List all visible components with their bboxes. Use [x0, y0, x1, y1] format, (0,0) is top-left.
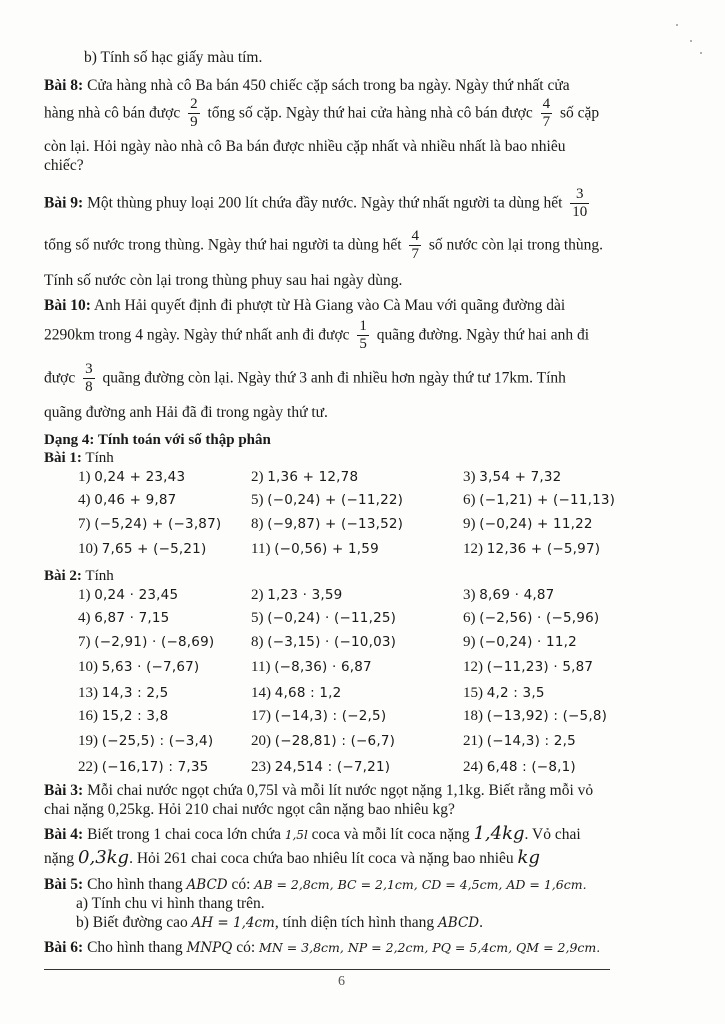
exercise-item: [78, 685, 168, 702]
bai8-label: Bài 8:: [44, 77, 84, 94]
fraction-4-7: $\frac{4}{7}$: [542, 96, 551, 131]
d4-math2: 1,4kg: [473, 823, 525, 844]
bai10-text3a: được: [44, 369, 76, 387]
d5-math-b: AH = 1,4cm: [191, 915, 275, 931]
bai8-line1: [44, 76, 570, 95]
exercise-index: 10): [78, 659, 98, 675]
exercise-index: 4): [78, 492, 91, 508]
d4-text1b: coca và mỗi lít coca nặng: [307, 826, 474, 843]
exercise-expression: (−9,87) + (−13,52): [267, 516, 404, 532]
exercise-item: [78, 659, 199, 676]
fraction-4-7-b9: $\frac{4}{7}$: [411, 228, 419, 263]
d6-label: Bài 6:: [44, 939, 84, 956]
exercise-item: [78, 759, 208, 776]
exercise-index: 23): [251, 759, 271, 775]
exercise-index: 6): [463, 492, 476, 508]
bai10-text2a: 2290km trong 4 ngày. Ngày thứ nhất anh đi được: [44, 326, 350, 344]
d3-label: Bài 3:: [44, 782, 84, 799]
exercise-expression: (−14,3) : (−2,5): [274, 708, 387, 724]
exercise-index: 24): [463, 759, 483, 775]
section-heading-dang4: Dạng 4: Tính toán với số thập phân: [44, 432, 271, 448]
fraction-2-9: $\frac{2}{9}$: [190, 96, 198, 131]
exercise-index: 13): [78, 685, 98, 701]
exercise-expression: 6,87 · 7,15: [94, 610, 170, 626]
exercise-index: 17): [251, 708, 271, 724]
exercise-item: [251, 492, 403, 509]
exercise-expression: (−3,15) · (−10,03): [267, 634, 397, 650]
bai8-text2b: tổng số cặp. Ngày thứ hai cửa hàng nhà cô bán được: [207, 104, 533, 122]
exercise-item: [78, 469, 185, 486]
exercise-index: 8): [251, 634, 264, 650]
exercise-item: [78, 610, 169, 627]
bai8-line3: còn lại. Hỏi ngày nào nhà cô Ba bán được nhiều cặp nhất và nhiều nhất là bao nhiêu: [44, 138, 566, 155]
d4-math4: kg: [517, 847, 540, 868]
exercise-expression: 14,3 : 2,5: [101, 685, 169, 701]
fraction-3-10: $\frac{3}{10}$: [572, 186, 588, 221]
d4-label: Bài 4:: [44, 826, 84, 843]
exercise-expression: 8,69 · 4,87: [479, 587, 555, 603]
exercise-index: 5): [251, 492, 264, 508]
d5-text-bb: , tính diện tích hình thang: [274, 914, 439, 931]
exercise-item: [463, 469, 561, 486]
exercise-index: 3): [463, 469, 476, 485]
exercise-item: [463, 659, 593, 676]
exercise-expression: 0,24 + 23,43: [94, 469, 186, 485]
exercise-item: [251, 759, 390, 776]
exercise-expression: 0,24 · 23,45: [94, 587, 179, 603]
bai10-label: Bài 10:: [44, 297, 91, 314]
d6-text1b: có:: [232, 939, 260, 956]
exercise-expression: 4,2 : 3,5: [486, 685, 545, 701]
exercise-item: [251, 469, 358, 486]
exercise-item: [463, 516, 593, 533]
exercise-expression: (−11,23) · 5,87: [486, 659, 594, 675]
d5-math2: AB = 2,8cm, BC = 2,1cm, CD = 4,5cm, AD = 1,6cm.: [254, 877, 587, 892]
exercise-index: 9): [463, 634, 476, 650]
exercise-index: 18): [463, 708, 483, 724]
exercise-expression: 6,48 : (−8,1): [486, 759, 576, 775]
exercise-index: 2): [251, 587, 264, 603]
bai9-line2: [44, 228, 603, 264]
exercise-expression: (−0,24) + (−11,22): [267, 492, 404, 508]
d1-heading: [44, 449, 114, 468]
bai10-text1: Anh Hải quyết định đi phượt từ Hà Giang vào Cà Mau với quãng đường dài: [90, 297, 566, 314]
exercise-index: 15): [463, 685, 483, 701]
d6-line1: [44, 938, 600, 957]
exercise-expression: (−13,92) : (−5,8): [486, 708, 608, 724]
exercise-item: [251, 733, 395, 750]
exercise-expression: 12,36 + (−5,97): [486, 541, 601, 557]
exercise-item: [463, 708, 607, 725]
exercise-index: 5): [251, 610, 264, 626]
exercise-expression: 3,54 + 7,32: [479, 469, 562, 485]
d2-heading: [44, 567, 114, 586]
exercise-index: 21): [463, 733, 483, 749]
exercise-expression: (−14,3) : 2,5: [486, 733, 576, 749]
bai8-text1: Cửa hàng nhà cô Ba bán 450 chiếc cặp sách trong ba ngày. Ngày thứ nhất cửa: [83, 77, 570, 94]
exercise-expression: 0,46 + 9,87: [94, 492, 177, 508]
exercise-item: [463, 492, 615, 509]
exercise-expression: (−2,56) · (−5,96): [479, 610, 600, 626]
exercise-expression: (−0,24) + 11,22: [479, 516, 593, 532]
exercise-expression: 7,65 + (−5,21): [101, 541, 207, 557]
d5-line1: [44, 875, 587, 894]
exercise-item: [463, 634, 577, 651]
exercise-index: 22): [78, 759, 98, 775]
d6-math2: MN = 3,8cm, NP = 2,2cm, PQ = 5,4cm, QM = 2,9cm.: [259, 940, 601, 955]
d6-text1: Cho hình thang: [83, 939, 187, 956]
d5-text1: Cho hình thang: [83, 876, 187, 893]
scan-speck: [676, 24, 678, 26]
exercise-item: [463, 610, 599, 627]
d1-tail: Tính: [81, 450, 114, 466]
bai10-line2: [44, 318, 589, 354]
d4-text2a: nặng: [44, 850, 79, 867]
fraction-3-8: $\frac{3}{8}$: [85, 361, 93, 396]
exercise-index: 1): [78, 587, 91, 603]
exercise-expression: (−0,24) · 11,2: [479, 634, 577, 650]
exercise-item: [78, 516, 221, 533]
exercise-expression: (−2,91) · (−8,69): [94, 634, 215, 650]
bai10-text2b: quãng đường. Ngày thứ hai anh đi: [376, 326, 590, 344]
exercise-item: [251, 587, 342, 604]
d4-math1: 1,5l: [284, 828, 308, 842]
exercise-index: 11): [251, 659, 271, 675]
d5-part-b: [76, 913, 483, 932]
exercise-item: [463, 587, 554, 604]
exercise-expression: 4,68 : 1,2: [274, 685, 342, 701]
exercise-item: [78, 634, 214, 651]
exercise-index: 14): [251, 685, 271, 701]
bai10-line3: [44, 361, 566, 397]
bai10-line4: quãng đường anh Hải đã đi trong ngày thứ tư.: [44, 404, 328, 421]
bai8-line4: chiếc?: [44, 157, 84, 174]
d1-label: Bài 1:: [44, 450, 82, 466]
exercise-item: [251, 634, 396, 651]
exercise-index: 1): [78, 469, 91, 485]
exercise-expression: 15,2 : 3,8: [101, 708, 169, 724]
d4-text1c: . Vỏ chai: [524, 826, 581, 843]
d3-text1: Mỗi chai nước ngọt chứa 0,75l và mỗi lít nước ngọt nặng 1,1kg. Biết rằng mỗi vỏ: [83, 782, 594, 799]
exercise-expression: (−25,5) : (−3,4): [101, 733, 214, 749]
bai9-text2b: số nước còn lại trong thùng.: [428, 236, 603, 254]
d5-math-b2: ABCD: [438, 915, 480, 931]
exercise-item: [78, 708, 168, 725]
exercise-index: 9): [463, 516, 476, 532]
bai8-line2: [44, 96, 599, 132]
exercise-index: 6): [463, 610, 476, 626]
d3-line2: chai nặng 0,25kg. Hỏi 210 chai nước ngọt cân nặng bao nhiêu kg?: [44, 801, 455, 818]
exercise-item: [251, 610, 396, 627]
bai9-text2a: tổng số nước trong thùng. Ngày thứ hai người ta dùng hết: [44, 236, 402, 254]
fraction-1-5: $\frac{1}{5}$: [359, 318, 367, 353]
d4-text1a: Biết trong 1 chai coca lớn chứa: [83, 826, 285, 843]
bai9-label: Bài 9:: [44, 194, 84, 212]
exercise-item: [251, 516, 403, 533]
d2-tail: Tính: [81, 568, 114, 584]
exercise-index: 20): [251, 733, 271, 749]
exercise-item: [463, 685, 545, 702]
scan-speck: [690, 40, 692, 42]
exercise-item: [78, 587, 178, 604]
exercise-item: [78, 541, 206, 558]
exercise-expression: (−8,36) · 6,87: [274, 659, 372, 675]
d6-math1: MNPQ: [186, 940, 233, 956]
d4-math3: 0,3kg: [78, 847, 130, 868]
exercise-expression: (−1,21) + (−11,13): [479, 492, 616, 508]
exercise-expression: (−28,81) : (−6,7): [274, 733, 396, 749]
page-number: 6: [338, 974, 345, 989]
scan-speck: [700, 52, 702, 54]
d5-text-bc: .: [479, 914, 483, 931]
exercise-item: [251, 541, 379, 558]
exercise-expression: 24,514 : (−7,21): [274, 759, 391, 775]
exercise-item: [251, 685, 341, 702]
d5-text1b: có:: [227, 876, 255, 893]
exercise-index: 8): [251, 516, 264, 532]
d2-label: Bài 2:: [44, 568, 82, 584]
exercise-item: [78, 733, 213, 750]
exercise-index: 16): [78, 708, 98, 724]
exercise-item: [463, 733, 576, 750]
bai9-text1: Một thùng phuy loại 200 lít chứa đầy nước. Ngày thứ nhất người ta dùng hết: [83, 194, 563, 212]
d3-line1: [44, 781, 593, 800]
d5-label: Bài 5:: [44, 876, 84, 893]
bai8-text2a: hàng nhà cô bán được: [44, 104, 181, 122]
footer-rule: [44, 969, 610, 970]
exercise-index: 7): [78, 516, 91, 532]
bai10-text3b: quãng đường còn lại. Ngày thứ 3 anh đi nhiều hơn ngày thứ tư 17km. Tính: [102, 369, 566, 387]
d4-line2: [44, 847, 540, 870]
exercise-index: 10): [78, 541, 98, 557]
exercise-expression: (−0,56) + 1,59: [274, 541, 379, 557]
bai9-line3: Tính số nước còn lại trong thùng phuy sau hai ngày dùng.: [44, 272, 403, 289]
exercise-item: [251, 659, 372, 676]
exercise-expression: 1,36 + 12,78: [267, 469, 359, 485]
exercise-index: 3): [463, 587, 476, 603]
exercise-expression: (−16,17) : 7,35: [101, 759, 209, 775]
exercise-expression: 5,63 · (−7,67): [101, 659, 200, 675]
d4-line1: [44, 823, 581, 846]
bai8-text2c: số cặp: [559, 104, 600, 122]
exercise-item: [251, 708, 386, 725]
line-b-tinh-so-hac: b) Tính số hạc giấy màu tím.: [84, 49, 263, 66]
exercise-index: 2): [251, 469, 264, 485]
exercise-expression: 1,23 · 3,59: [267, 587, 343, 603]
exercise-index: 19): [78, 733, 98, 749]
d5-part-a: a) Tính chu vi hình thang trên.: [76, 895, 265, 912]
d5-text-ba: b) Biết đường cao: [76, 914, 192, 931]
bai9-line1: [44, 186, 593, 222]
exercise-item: [463, 541, 600, 558]
d5-math1: ABCD: [186, 877, 228, 893]
exercise-item: [463, 759, 576, 776]
exercise-index: 4): [78, 610, 91, 626]
exercise-expression: (−0,24) · (−11,25): [267, 610, 397, 626]
exercise-index: 11): [251, 541, 271, 557]
d4-text2b: . Hỏi 261 chai coca chứa bao nhiêu lít coca và nặng bao nhiêu: [129, 850, 518, 867]
exercise-index: 7): [78, 634, 91, 650]
exercise-index: 12): [463, 541, 483, 557]
bai10-line1: [44, 296, 565, 315]
exercise-expression: (−5,24) + (−3,87): [94, 516, 222, 532]
exercise-index: 12): [463, 659, 483, 675]
exercise-item: [78, 492, 176, 509]
